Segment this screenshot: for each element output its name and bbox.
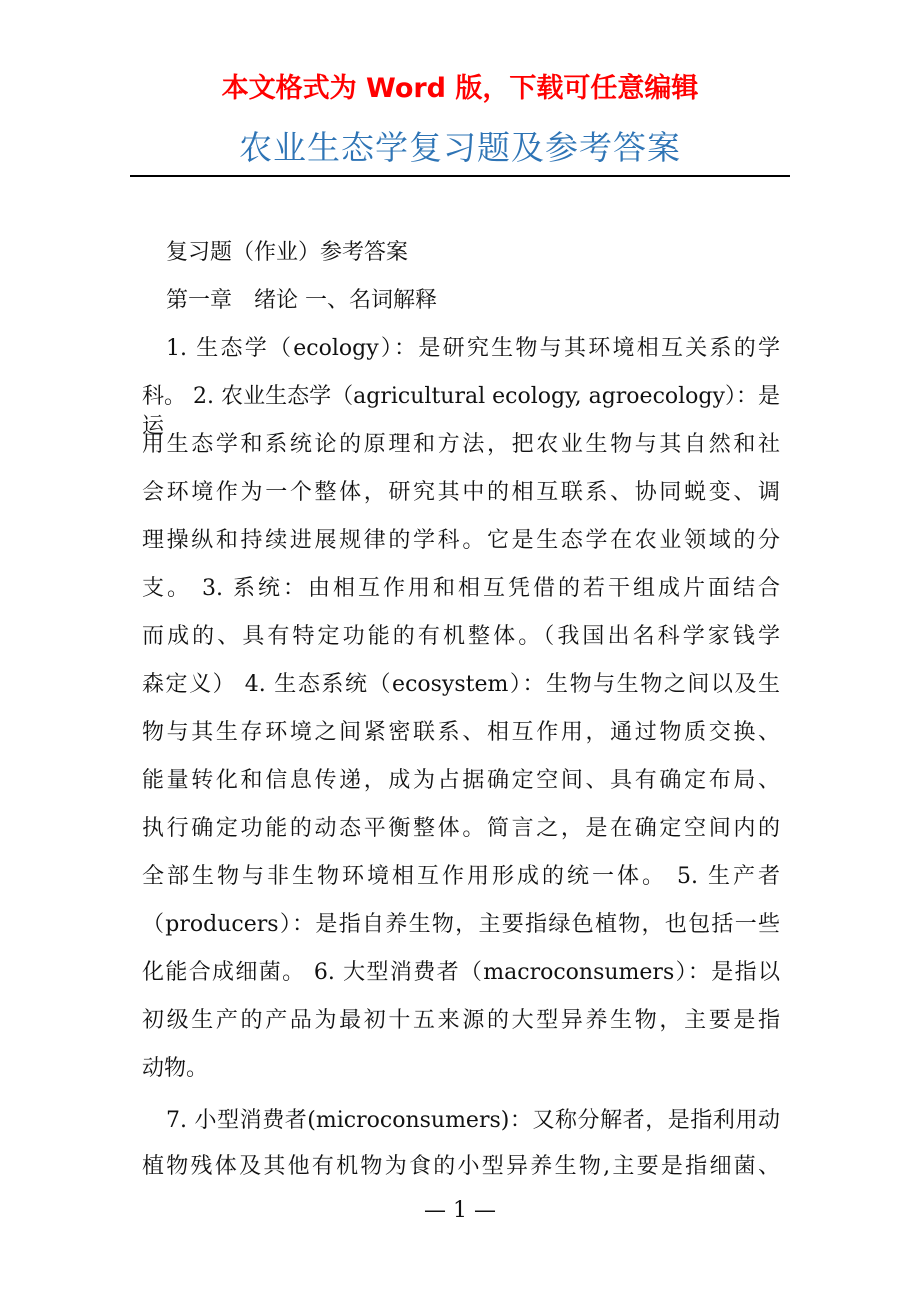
text-line: 7. 小型消费者(microconsumers)：又称分解者，是指利用动 (166, 1108, 780, 1133)
text-line: 1. 生态学（ecology）：是研究生物与其环境相互关系的学 (166, 336, 780, 361)
text-line: 支。 3. 系统：由相互作用和相互凭借的若干组成片面结合 (142, 576, 780, 601)
text-line: 全部生物与非生物环境相互作用形成的统一体。 5. 生产者 (142, 864, 780, 889)
text-line: 科。 2. 农业生态学（agricultural ecology, agroecology）：是运 (142, 384, 780, 439)
text-line: 复习题（作业）参考答案 (166, 240, 409, 265)
text-line: 执行确定功能的动态平衡整体。简言之，是在确定空间内的 (142, 816, 780, 841)
text-line: 第一章 绪论 一、名词解释 (166, 288, 437, 313)
text-line: 用生态学和系统论的原理和方法，把农业生物与其自然和社 (142, 432, 780, 457)
text-line: 理操纵和持续进展规律的学科。它是生态学在农业领域的分 (142, 528, 780, 553)
document-title: 农业生态学复习题及参考答案 (239, 128, 681, 167)
text-line: 植物残体及其他有机物为食的小型异养生物,主要是指细菌、 (142, 1154, 780, 1179)
text-line: 动物。 (142, 1056, 209, 1081)
text-line: 能量转化和信息传递，成为占据确定空间、具有确定布局、 (142, 768, 780, 793)
text-line: （producers）：是指自养生物，主要指绿色植物，也包括一些 (142, 912, 780, 937)
text-line: 化能合成细菌。 6. 大型消费者（macroconsumers）：是指以 (142, 960, 780, 985)
text-line: 物与其生存环境之间紧密联系、相互作用，通过物质交换、 (142, 720, 780, 745)
text-line: 初级生产的产品为最初十五来源的大型异养生物，主要是指 (142, 1008, 780, 1033)
text-line: 会环境作为一个整体，研究其中的相互联系、协同蜕变、调 (142, 480, 780, 505)
format-notice-banner: 本文格式为 Word 版，下载可任意编辑 (221, 73, 699, 104)
page-number: — 1 — (424, 1198, 496, 1223)
title-divider (130, 175, 790, 177)
text-line: 而成的、具有特定功能的有机整体。（我国出名科学家钱学 (142, 624, 780, 649)
text-line: 森定义） 4. 生态系统（ecosystem）：生物与生物之间以及生 (142, 672, 780, 697)
